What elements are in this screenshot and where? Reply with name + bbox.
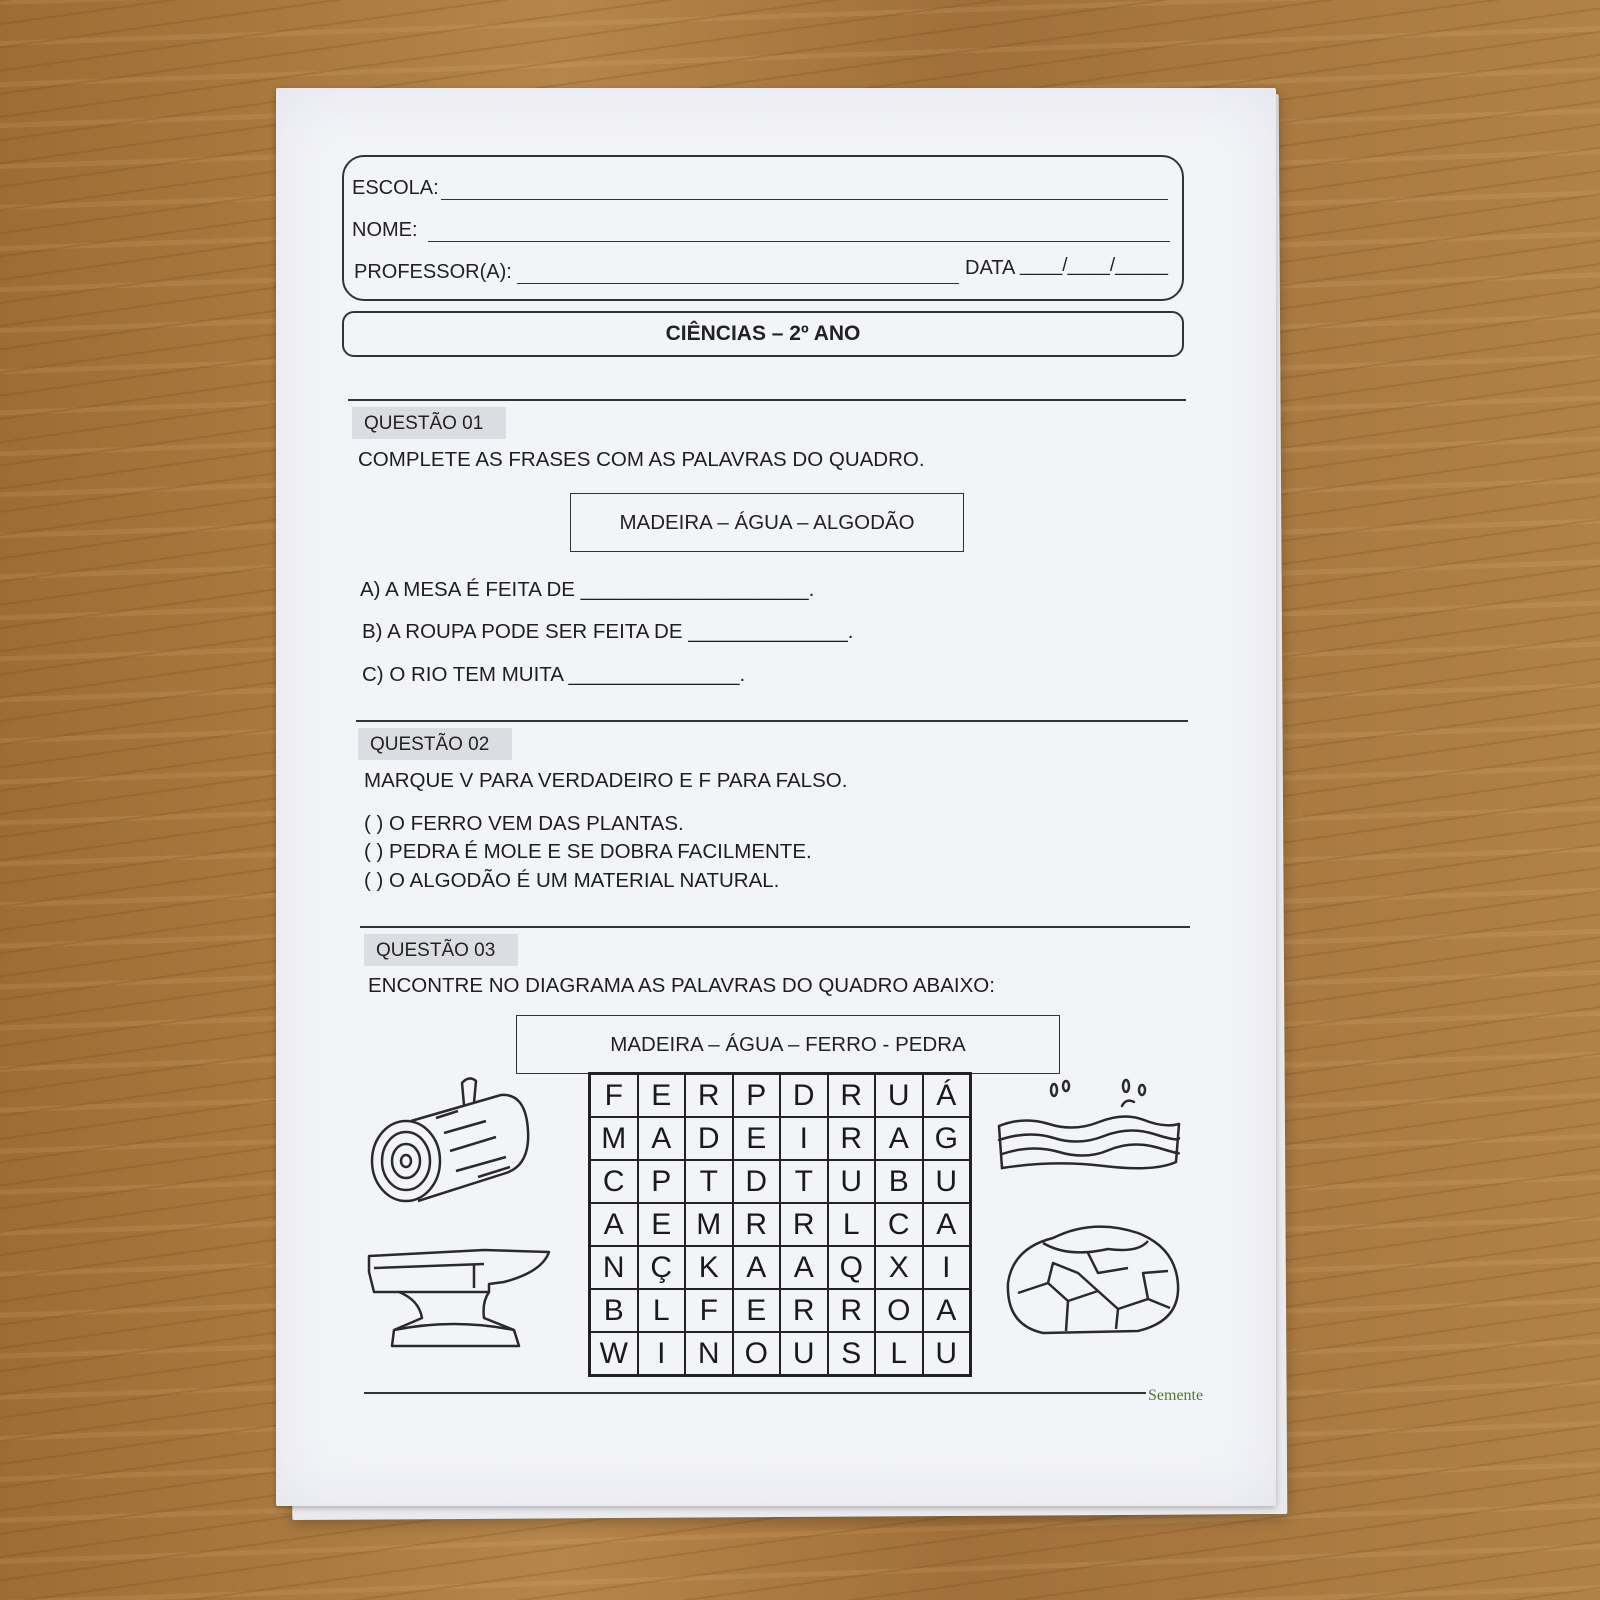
grid-cell[interactable]: O xyxy=(875,1289,923,1332)
grid-cell[interactable]: D xyxy=(685,1117,733,1160)
q3-instruction: ENCONTRE NO DIAGRAMA AS PALAVRAS DO QUADRO ABAIXO: xyxy=(368,974,995,997)
q1-item-b[interactable]: B) A ROUPA PODE SER FEITA DE ______________. xyxy=(362,620,854,643)
grid-cell[interactable]: Q xyxy=(828,1246,876,1289)
grid-cell[interactable]: Ç xyxy=(638,1246,686,1289)
grid-cell[interactable]: U xyxy=(923,1332,971,1375)
q3-word-box: MADEIRA – ÁGUA – FERRO - PEDRA xyxy=(516,1015,1060,1074)
grid-cell[interactable]: A xyxy=(923,1203,971,1246)
q1-item-c[interactable]: C) O RIO TEM MUITA _______________. xyxy=(362,663,746,686)
page-title: CIÊNCIAS – 2º ANO xyxy=(342,311,1184,357)
grid-cell[interactable]: A xyxy=(638,1117,686,1160)
grid-cell[interactable]: R xyxy=(733,1203,781,1246)
grid-cell[interactable]: N xyxy=(685,1332,733,1375)
grid-cell[interactable]: C xyxy=(875,1203,923,1246)
q1-item-a[interactable]: A) A MESA É FEITA DE ____________________. xyxy=(360,578,815,601)
grid-cell[interactable]: K xyxy=(685,1246,733,1289)
grid-cell[interactable]: R xyxy=(780,1203,828,1246)
grid-cell[interactable]: M xyxy=(685,1203,733,1246)
grid-cell[interactable]: S xyxy=(828,1332,876,1375)
grid-cell[interactable]: P xyxy=(733,1074,781,1117)
grid-cell[interactable]: E xyxy=(733,1289,781,1332)
grid-cell[interactable]: I xyxy=(638,1332,686,1375)
water-icon xyxy=(994,1078,1184,1178)
grid-cell[interactable]: I xyxy=(923,1246,971,1289)
section-divider xyxy=(356,720,1188,722)
grid-cell[interactable]: E xyxy=(733,1117,781,1160)
q2-instruction: MARQUE V PARA VERDADEIRO E F PARA FALSO. xyxy=(364,769,848,792)
grid-cell[interactable]: R xyxy=(828,1289,876,1332)
grid-cell[interactable]: A xyxy=(780,1246,828,1289)
q1-label: QUESTÃO 01 xyxy=(352,407,506,439)
q1-word-box: MADEIRA – ÁGUA – ALGODÃO xyxy=(570,493,964,552)
grid-cell[interactable]: C xyxy=(590,1160,638,1203)
grid-cell[interactable]: Á xyxy=(923,1074,971,1117)
q2-item-2[interactable]: ( ) PEDRA É MOLE E SE DOBRA FACILMENTE. xyxy=(364,840,812,863)
grid-cell[interactable]: L xyxy=(828,1203,876,1246)
grid-cell[interactable]: U xyxy=(923,1160,971,1203)
data-label: DATA xyxy=(965,257,1016,279)
grid-cell[interactable]: U xyxy=(780,1332,828,1375)
grid-cell[interactable]: X xyxy=(875,1246,923,1289)
anvil-icon xyxy=(364,1238,554,1358)
q3-label: QUESTÃO 03 xyxy=(364,934,518,966)
worksheet-page xyxy=(276,88,1276,1506)
grid-cell[interactable]: R xyxy=(828,1074,876,1117)
nome-field[interactable] xyxy=(428,241,1170,242)
rock-icon xyxy=(998,1213,1183,1343)
section-divider xyxy=(360,926,1190,928)
q1-instruction: COMPLETE AS FRASES COM AS PALAVRAS DO QUADRO. xyxy=(358,448,925,471)
q2-item-3[interactable]: ( ) O ALGODÃO É UM MATERIAL NATURAL. xyxy=(364,869,780,892)
grid-cell[interactable]: T xyxy=(685,1160,733,1203)
log-icon xyxy=(366,1073,536,1208)
grid-cell[interactable]: D xyxy=(733,1160,781,1203)
grid-cell[interactable]: D xyxy=(780,1074,828,1117)
grid-cell[interactable]: M xyxy=(590,1117,638,1160)
grid-cell[interactable]: A xyxy=(733,1246,781,1289)
grid-cell[interactable]: N xyxy=(590,1246,638,1289)
section-divider xyxy=(348,399,1186,401)
q2-item-1[interactable]: ( ) O FERRO VEM DAS PLANTAS. xyxy=(364,812,684,835)
grid-cell[interactable]: F xyxy=(685,1289,733,1332)
grid-cell[interactable]: T xyxy=(780,1160,828,1203)
escola-label: ESCOLA: xyxy=(352,177,439,199)
grid-cell[interactable]: A xyxy=(923,1289,971,1332)
grid-cell[interactable]: L xyxy=(638,1289,686,1332)
professor-label: PROFESSOR(A): xyxy=(354,261,512,283)
grid-cell[interactable]: F xyxy=(590,1074,638,1117)
grid-cell[interactable]: U xyxy=(828,1160,876,1203)
grid-cell[interactable]: L xyxy=(875,1332,923,1375)
grid-cell[interactable]: E xyxy=(638,1203,686,1246)
escola-field[interactable] xyxy=(441,199,1168,200)
professor-field[interactable] xyxy=(517,283,959,284)
brand-logo: Semente xyxy=(1148,1387,1204,1404)
data-field[interactable]: ____/____/_____ xyxy=(1020,255,1168,276)
header-box xyxy=(342,155,1184,301)
grid-cell[interactable]: W xyxy=(590,1332,638,1375)
grid-cell[interactable]: R xyxy=(780,1289,828,1332)
grid-cell[interactable]: E xyxy=(638,1074,686,1117)
grid-cell[interactable]: P xyxy=(638,1160,686,1203)
grid-cell[interactable]: G xyxy=(923,1117,971,1160)
grid-cell[interactable]: R xyxy=(685,1074,733,1117)
word-search-grid[interactable] xyxy=(588,1072,972,1377)
grid-cell[interactable]: B xyxy=(875,1160,923,1203)
grid-cell[interactable]: A xyxy=(590,1203,638,1246)
grid-cell[interactable]: B xyxy=(590,1289,638,1332)
q2-label: QUESTÃO 02 xyxy=(358,728,512,760)
grid-cell[interactable]: U xyxy=(875,1074,923,1117)
grid-cell[interactable]: O xyxy=(733,1332,781,1375)
grid-cell[interactable]: I xyxy=(780,1117,828,1160)
nome-label: NOME: xyxy=(352,219,418,241)
bottom-divider xyxy=(364,1392,1146,1394)
grid-cell[interactable]: R xyxy=(828,1117,876,1160)
grid-cell[interactable]: A xyxy=(875,1117,923,1160)
